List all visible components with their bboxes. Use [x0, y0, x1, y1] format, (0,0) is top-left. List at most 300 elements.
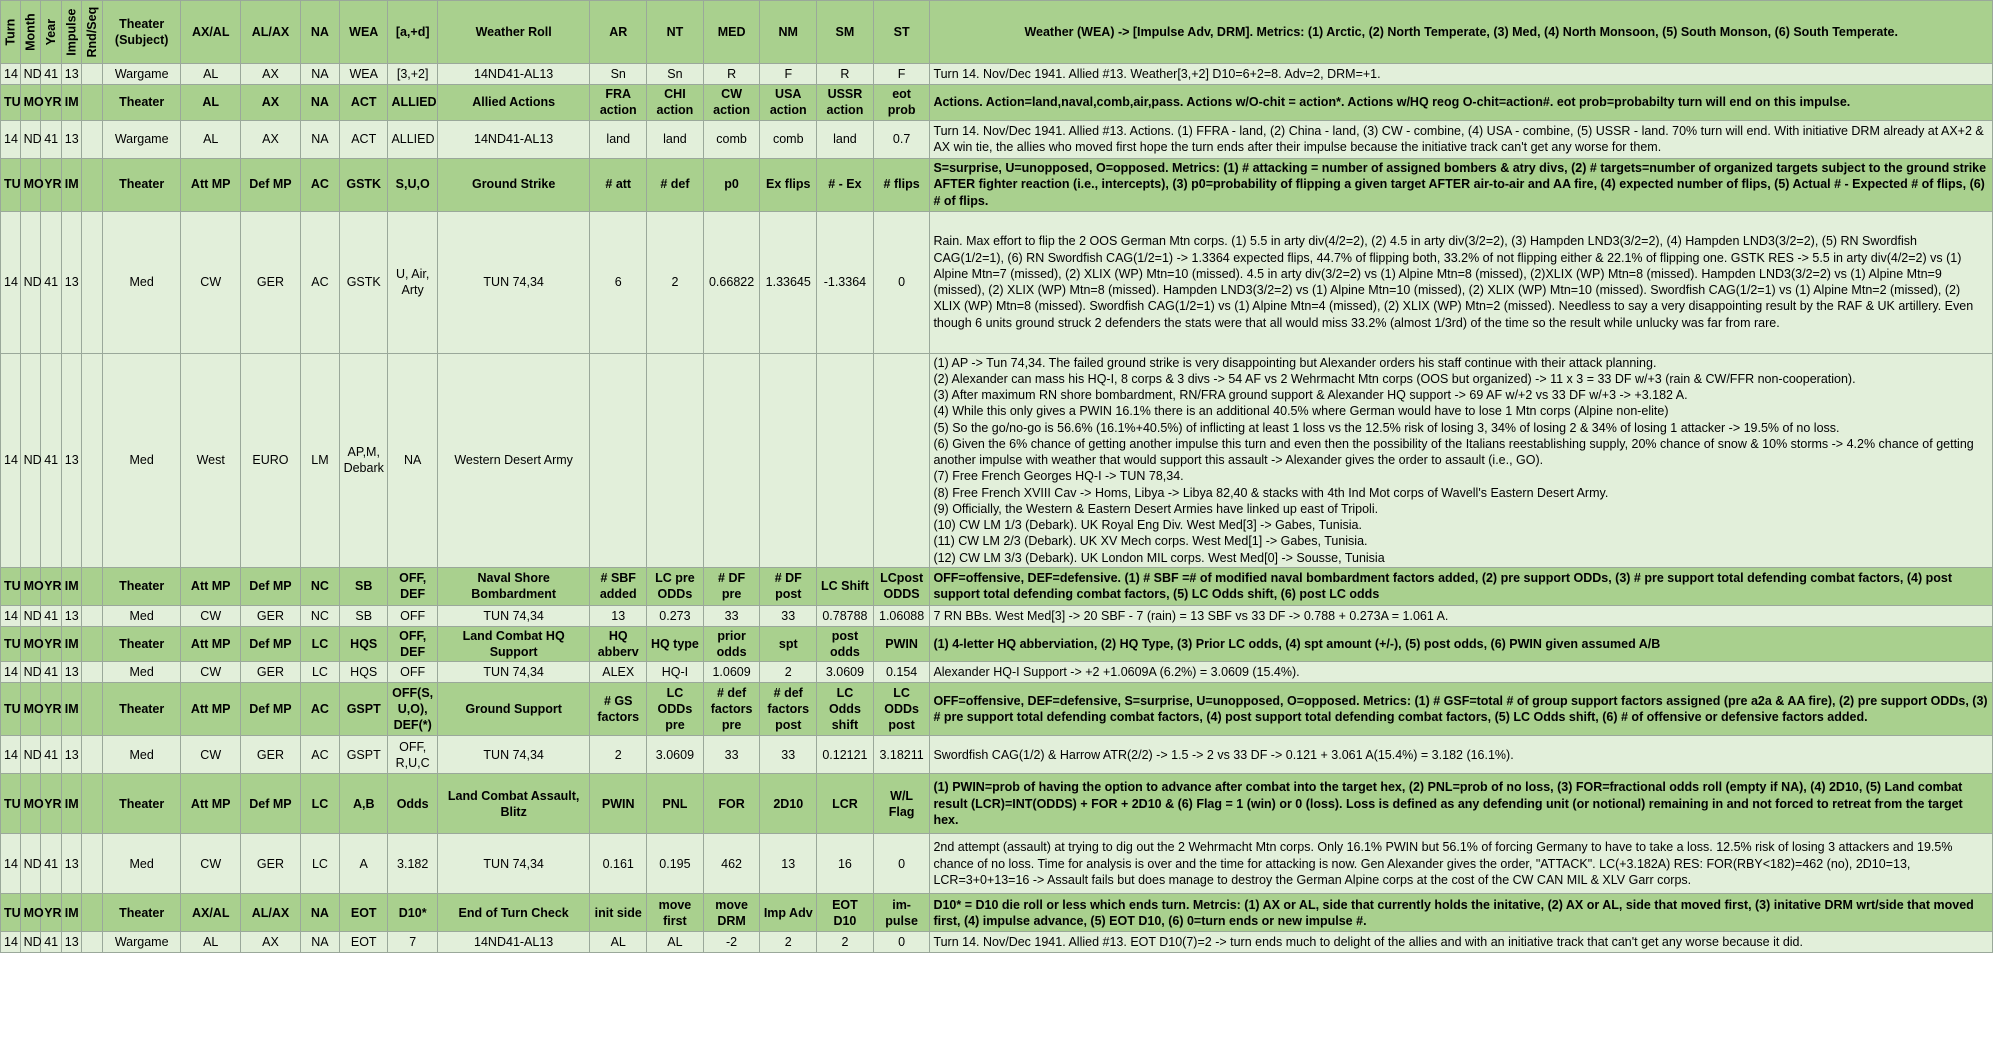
- cell-month[interactable]: MO: [20, 894, 41, 932]
- cell-code[interactable]: GSPT: [340, 683, 388, 736]
- cell-month[interactable]: MO: [20, 567, 41, 605]
- cell-m6[interactable]: 0.154: [873, 662, 930, 683]
- header-cell-rnd-seq[interactable]: [82, 1, 103, 64]
- cell-theater[interactable]: Theater: [103, 774, 181, 834]
- cell-cat[interactable]: NC: [300, 567, 339, 605]
- cell-m6[interactable]: 0: [873, 834, 930, 894]
- cell-m2[interactable]: Sn: [647, 64, 704, 85]
- header-cell-year[interactable]: [41, 1, 62, 64]
- cell-side-a[interactable]: CW: [181, 211, 241, 353]
- cell-m4[interactable]: [760, 353, 817, 567]
- cell-subject[interactable]: 14ND41-AL13: [437, 932, 590, 953]
- cell-side-a[interactable]: CW: [181, 834, 241, 894]
- cell-year[interactable]: 41: [41, 736, 62, 774]
- cell-rnd-seq[interactable]: [82, 894, 103, 932]
- cell-month[interactable]: ND: [20, 662, 41, 683]
- cell-code[interactable]: EOT: [340, 932, 388, 953]
- cell-m5[interactable]: land: [817, 120, 874, 158]
- cell-m1[interactable]: # att: [590, 158, 647, 211]
- cell-m2[interactable]: [647, 353, 704, 567]
- header-cell-m6[interactable]: ST: [873, 1, 930, 64]
- cell-turn[interactable]: 14: [1, 932, 21, 953]
- cell-year[interactable]: YR: [41, 683, 62, 736]
- cell-m2[interactable]: 0.195: [647, 834, 704, 894]
- cell-year[interactable]: 41: [41, 64, 62, 85]
- cell-m4[interactable]: spt: [760, 626, 817, 662]
- cell-description[interactable]: D10* = D10 die roll or less which ends turn. Metrcis: (1) AX or AL, side that currently holds the initative, (2) AX or AL, side that moved first, (3) initative DRM wrt/side that moved first, (4) impulse advance, (5) EOT D10, (6) 0=turn ends or new impulse #.: [930, 894, 1993, 932]
- cell-side-b[interactable]: AX: [241, 120, 301, 158]
- cell-m4[interactable]: 1.33645: [760, 211, 817, 353]
- cell-m3[interactable]: p0: [703, 158, 760, 211]
- cell-m4[interactable]: 2D10: [760, 774, 817, 834]
- header-cell-turn[interactable]: [1, 1, 21, 64]
- cell-param[interactable]: U, Air, Arty: [388, 211, 437, 353]
- cell-impulse[interactable]: 13: [61, 662, 82, 683]
- header-cell-side-a[interactable]: AX/AL: [181, 1, 241, 64]
- cell-year[interactable]: 41: [41, 353, 62, 567]
- cell-code[interactable]: SB: [340, 567, 388, 605]
- cell-impulse[interactable]: 13: [61, 120, 82, 158]
- cell-m3[interactable]: prior odds: [703, 626, 760, 662]
- cell-code[interactable]: SB: [340, 605, 388, 626]
- cell-theater[interactable]: Theater: [103, 894, 181, 932]
- header-cell-m3[interactable]: MED: [703, 1, 760, 64]
- cell-m5[interactable]: 3.0609: [817, 662, 874, 683]
- cell-month[interactable]: ND: [20, 120, 41, 158]
- cell-m5[interactable]: LC Odds shift: [817, 683, 874, 736]
- cell-m4[interactable]: Ex flips: [760, 158, 817, 211]
- cell-m2[interactable]: 0.273: [647, 605, 704, 626]
- cell-month[interactable]: ND: [20, 353, 41, 567]
- cell-m6[interactable]: LCpost ODDS: [873, 567, 930, 605]
- cell-description[interactable]: Turn 14. Nov/Dec 1941. Allied #13. EOT D10(7)=2 -> turn ends much to delight of the allies and with an initiative track that can't get any worse because it did.: [930, 932, 1993, 953]
- cell-impulse[interactable]: 13: [61, 605, 82, 626]
- cell-turn[interactable]: TU: [1, 774, 21, 834]
- cell-cat[interactable]: LM: [300, 353, 339, 567]
- cell-m5[interactable]: [817, 353, 874, 567]
- cell-cat[interactable]: NA: [300, 932, 339, 953]
- cell-rnd-seq[interactable]: [82, 211, 103, 353]
- cell-code[interactable]: AP,M, Debark: [340, 353, 388, 567]
- cell-theater[interactable]: Med: [103, 662, 181, 683]
- cell-m5[interactable]: -1.3364: [817, 211, 874, 353]
- cell-m4[interactable]: comb: [760, 120, 817, 158]
- cell-m2[interactable]: AL: [647, 932, 704, 953]
- cell-month[interactable]: MO: [20, 774, 41, 834]
- cell-m6[interactable]: PWIN: [873, 626, 930, 662]
- cell-theater[interactable]: Med: [103, 605, 181, 626]
- cell-theater[interactable]: Med: [103, 211, 181, 353]
- cell-rnd-seq[interactable]: [82, 834, 103, 894]
- cell-m3[interactable]: CW action: [703, 85, 760, 121]
- cell-description[interactable]: Alexander HQ-I Support -> +2 +1.0609A (6.2%) = 3.0609 (15.4%).: [930, 662, 1993, 683]
- cell-turn[interactable]: 14: [1, 605, 21, 626]
- cell-rnd-seq[interactable]: [82, 158, 103, 211]
- cell-side-b[interactable]: AX: [241, 64, 301, 85]
- cell-code[interactable]: A: [340, 834, 388, 894]
- cell-param[interactable]: ALLIED: [388, 120, 437, 158]
- cell-m6[interactable]: [873, 353, 930, 567]
- cell-theater[interactable]: Med: [103, 834, 181, 894]
- cell-m3[interactable]: 33: [703, 736, 760, 774]
- cell-m6[interactable]: # flips: [873, 158, 930, 211]
- cell-side-b[interactable]: Def MP: [241, 774, 301, 834]
- cell-param[interactable]: Odds: [388, 774, 437, 834]
- cell-m3[interactable]: R: [703, 64, 760, 85]
- cell-m5[interactable]: USSR action: [817, 85, 874, 121]
- cell-param[interactable]: OFF, DEF: [388, 567, 437, 605]
- cell-year[interactable]: YR: [41, 85, 62, 121]
- cell-turn[interactable]: 14: [1, 736, 21, 774]
- cell-year[interactable]: 41: [41, 932, 62, 953]
- cell-m1[interactable]: 13: [590, 605, 647, 626]
- cell-description[interactable]: (1) PWIN=prob of having the option to advance after combat into the target hex, (2) PNL=prob of no loss, (3) FOR=fractional odds roll (empty if NA), (4) 2D10, (5) Land combat result (LCR)=INT(ODDS) + FOR + 2D10 & (6) Flag = 1 (win) or 0 (loss). Loss is defined as any defending unit (or notional) remaining in and not forced to retreat from the target hex.: [930, 774, 1993, 834]
- cell-m2[interactable]: HQ type: [647, 626, 704, 662]
- cell-rnd-seq[interactable]: [82, 85, 103, 121]
- cell-code[interactable]: ACT: [340, 85, 388, 121]
- cell-rnd-seq[interactable]: [82, 774, 103, 834]
- cell-m1[interactable]: Sn: [590, 64, 647, 85]
- cell-subject[interactable]: TUN 74,34: [437, 605, 590, 626]
- header-cell-m4[interactable]: NM: [760, 1, 817, 64]
- cell-side-a[interactable]: CW: [181, 736, 241, 774]
- cell-year[interactable]: YR: [41, 774, 62, 834]
- cell-m3[interactable]: -2: [703, 932, 760, 953]
- cell-cat[interactable]: AC: [300, 211, 339, 353]
- cell-m5[interactable]: 2: [817, 932, 874, 953]
- cell-side-b[interactable]: AX: [241, 85, 301, 121]
- cell-m4[interactable]: 13: [760, 834, 817, 894]
- cell-m3[interactable]: 1.0609: [703, 662, 760, 683]
- header-cell-m5[interactable]: SM: [817, 1, 874, 64]
- cell-m1[interactable]: # SBF added: [590, 567, 647, 605]
- cell-side-b[interactable]: GER: [241, 605, 301, 626]
- cell-m2[interactable]: 2: [647, 211, 704, 353]
- cell-subject[interactable]: Ground Support: [437, 683, 590, 736]
- cell-month[interactable]: MO: [20, 626, 41, 662]
- cell-side-b[interactable]: Def MP: [241, 158, 301, 211]
- cell-param[interactable]: OFF(S, U,O), DEF(*): [388, 683, 437, 736]
- cell-param[interactable]: 7: [388, 932, 437, 953]
- cell-m5[interactable]: LC Shift: [817, 567, 874, 605]
- cell-year[interactable]: 41: [41, 834, 62, 894]
- cell-m1[interactable]: HQ abberv: [590, 626, 647, 662]
- cell-side-b[interactable]: Def MP: [241, 567, 301, 605]
- cell-side-a[interactable]: AL: [181, 120, 241, 158]
- cell-cat[interactable]: LC: [300, 834, 339, 894]
- cell-m1[interactable]: init side: [590, 894, 647, 932]
- header-cell-month[interactable]: [20, 1, 41, 64]
- cell-description[interactable]: 7 RN BBs. West Med[3] -> 20 SBF - 7 (rain) = 13 SBF vs 33 DF -> 0.788 + 0.273A = 1.061 A.: [930, 605, 1993, 626]
- cell-m2[interactable]: PNL: [647, 774, 704, 834]
- cell-subject[interactable]: TUN 74,34: [437, 834, 590, 894]
- cell-turn[interactable]: TU: [1, 894, 21, 932]
- cell-turn[interactable]: 14: [1, 662, 21, 683]
- cell-param[interactable]: OFF: [388, 605, 437, 626]
- cell-m5[interactable]: post odds: [817, 626, 874, 662]
- cell-theater[interactable]: Theater: [103, 158, 181, 211]
- cell-cat[interactable]: LC: [300, 626, 339, 662]
- cell-rnd-seq[interactable]: [82, 736, 103, 774]
- cell-rnd-seq[interactable]: [82, 64, 103, 85]
- cell-impulse[interactable]: 13: [61, 834, 82, 894]
- cell-m5[interactable]: 16: [817, 834, 874, 894]
- cell-turn[interactable]: 14: [1, 353, 21, 567]
- cell-m4[interactable]: F: [760, 64, 817, 85]
- cell-subject[interactable]: TUN 74,34: [437, 736, 590, 774]
- cell-param[interactable]: [3,+2]: [388, 64, 437, 85]
- cell-month[interactable]: ND: [20, 932, 41, 953]
- cell-subject[interactable]: TUN 74,34: [437, 211, 590, 353]
- cell-param[interactable]: OFF, DEF: [388, 626, 437, 662]
- cell-theater[interactable]: Wargame: [103, 120, 181, 158]
- cell-side-b[interactable]: GER: [241, 834, 301, 894]
- cell-description[interactable]: Rain. Max effort to flip the 2 OOS German Mtn corps. (1) 5.5 in arty div(4/2=2), (2) 4.5 in arty div(3/2=2), (3) Hampden LND3(3/2=2), (4) Hampden LND3(3/2=2), (5) RN Swordfish CAG(1/2=1), (6) RN Swordfish CAG(1/2=1) -> 1.3364 expected flips, 44.7% of flipping both, 33.2% of not flipping either & 22.1% of flipping one. GSTK RES -> 5.5 in arty div(4/2=2) vs (1) Alpine Mtn=7 (missed), (2) XLIX (WP) Mtn=10 (missed). 4.5 in arty div(3/2=2) vs (1) Alpine Mtn=8 (missed), (2)XLIX (WP) Mtn=8 (missed). Hampden LND3(3/2=2) vs (1) Alpine Mtn=9 (missed), (2) XLIX (WP) Mtn=8 (missed). Hampden LND3(3/2=2) vs (1) Alpine Mtn=10 (missed), (2) XLIX (WP) Mtn=10 (missed). Swordfish CAG(1/2=1) vs (1) Alpine Mtn=2 (missed), (2) XLIX (WP) Mtn=8 (missed). Swordfish CAG(1/2=1) vs (1) Alpine Mtn=4 (missed), (2) XLIX (WP) Mtn=2 (missed). Needless to say a very disappointing result by the RAF & UK artillery. Even though 6 units ground struck 2 defenders the stats were that all would miss 33.2% (almost 1/3rd) of the time so the result while unlucky was far from rare.: [930, 211, 1993, 353]
- cell-m3[interactable]: move DRM: [703, 894, 760, 932]
- cell-impulse[interactable]: IM: [61, 894, 82, 932]
- cell-side-b[interactable]: AX: [241, 932, 301, 953]
- header-cell-code[interactable]: WEA: [340, 1, 388, 64]
- cell-m2[interactable]: move first: [647, 894, 704, 932]
- header-cell-impulse[interactable]: [61, 1, 82, 64]
- cell-rnd-seq[interactable]: [82, 120, 103, 158]
- cell-code[interactable]: GSTK: [340, 158, 388, 211]
- cell-m2[interactable]: LC ODDs pre: [647, 683, 704, 736]
- cell-month[interactable]: MO: [20, 85, 41, 121]
- cell-side-a[interactable]: Att MP: [181, 158, 241, 211]
- cell-turn[interactable]: TU: [1, 85, 21, 121]
- cell-description[interactable]: Swordfish CAG(1/2) & Harrow ATR(2/2) -> 1.5 -> 2 vs 33 DF -> 0.121 + 3.061 A(15.4%) = 3.182 (16.1%).: [930, 736, 1993, 774]
- cell-param[interactable]: D10*: [388, 894, 437, 932]
- cell-side-a[interactable]: AX/AL: [181, 894, 241, 932]
- cell-side-a[interactable]: Att MP: [181, 774, 241, 834]
- cell-m2[interactable]: 3.0609: [647, 736, 704, 774]
- cell-month[interactable]: ND: [20, 736, 41, 774]
- cell-m1[interactable]: 0.161: [590, 834, 647, 894]
- cell-side-b[interactable]: GER: [241, 211, 301, 353]
- cell-subject[interactable]: Allied Actions: [437, 85, 590, 121]
- cell-cat[interactable]: NA: [300, 894, 339, 932]
- cell-param[interactable]: OFF: [388, 662, 437, 683]
- cell-theater[interactable]: Theater: [103, 683, 181, 736]
- cell-turn[interactable]: TU: [1, 158, 21, 211]
- cell-rnd-seq[interactable]: [82, 683, 103, 736]
- cell-side-a[interactable]: Att MP: [181, 567, 241, 605]
- cell-side-a[interactable]: AL: [181, 85, 241, 121]
- cell-year[interactable]: YR: [41, 158, 62, 211]
- header-cell-m1[interactable]: AR: [590, 1, 647, 64]
- cell-side-a[interactable]: AL: [181, 64, 241, 85]
- cell-m4[interactable]: 2: [760, 662, 817, 683]
- cell-code[interactable]: GSPT: [340, 736, 388, 774]
- cell-m5[interactable]: # - Ex: [817, 158, 874, 211]
- cell-m2[interactable]: HQ-I: [647, 662, 704, 683]
- cell-m3[interactable]: 33: [703, 605, 760, 626]
- cell-turn[interactable]: TU: [1, 683, 21, 736]
- cell-subject[interactable]: Land Combat HQ Support: [437, 626, 590, 662]
- cell-m4[interactable]: 2: [760, 932, 817, 953]
- cell-m3[interactable]: 0.66822: [703, 211, 760, 353]
- cell-m6[interactable]: 1.06088: [873, 605, 930, 626]
- cell-param[interactable]: OFF, R,U,C: [388, 736, 437, 774]
- cell-m6[interactable]: W/L Flag: [873, 774, 930, 834]
- cell-m4[interactable]: USA action: [760, 85, 817, 121]
- cell-m2[interactable]: LC pre ODDs: [647, 567, 704, 605]
- cell-theater[interactable]: Wargame: [103, 64, 181, 85]
- cell-subject[interactable]: Western Desert Army: [437, 353, 590, 567]
- cell-cat[interactable]: NA: [300, 64, 339, 85]
- cell-year[interactable]: 41: [41, 120, 62, 158]
- cell-impulse[interactable]: IM: [61, 774, 82, 834]
- cell-m6[interactable]: LC ODDs post: [873, 683, 930, 736]
- cell-side-a[interactable]: CW: [181, 662, 241, 683]
- header-cell-m2[interactable]: NT: [647, 1, 704, 64]
- cell-turn[interactable]: 14: [1, 120, 21, 158]
- header-cell-side-b[interactable]: AL/AX: [241, 1, 301, 64]
- cell-side-b[interactable]: EURO: [241, 353, 301, 567]
- cell-m1[interactable]: land: [590, 120, 647, 158]
- header-cell-subject[interactable]: Weather Roll: [437, 1, 590, 64]
- cell-turn[interactable]: 14: [1, 64, 21, 85]
- cell-month[interactable]: ND: [20, 605, 41, 626]
- cell-m6[interactable]: 3.18211: [873, 736, 930, 774]
- cell-rnd-seq[interactable]: [82, 662, 103, 683]
- cell-description[interactable]: (1) 4-letter HQ abberviation, (2) HQ Type, (3) Prior LC odds, (4) spt amount (+/-), (5) post odds, (6) PWIN given assumed A/B: [930, 626, 1993, 662]
- header-cell-param[interactable]: [a,+d]: [388, 1, 437, 64]
- cell-m4[interactable]: # DF post: [760, 567, 817, 605]
- cell-impulse[interactable]: IM: [61, 158, 82, 211]
- header-cell-description[interactable]: Weather (WEA) -> [Impulse Adv, DRM]. Metrics: (1) Arctic, (2) North Temperate, (3) Med, (4) North Monsoon, (5) South Monson, (6) South Temperate.: [930, 1, 1993, 64]
- cell-m1[interactable]: # GS factors: [590, 683, 647, 736]
- cell-code[interactable]: A,B: [340, 774, 388, 834]
- cell-m1[interactable]: AL: [590, 932, 647, 953]
- cell-param[interactable]: 3.182: [388, 834, 437, 894]
- cell-m4[interactable]: # def factors post: [760, 683, 817, 736]
- cell-turn[interactable]: 14: [1, 834, 21, 894]
- cell-theater[interactable]: Theater: [103, 85, 181, 121]
- cell-description[interactable]: S=surprise, U=unopposed, O=opposed. Metrics: (1) # attacking = number of assigned bombers & atry divs, (2) # targets=number of organized targets subject to the ground strike AFTER fighter reaction (i.e., intercepts), (3) p0=probability of flipping a given target AFTER air-to-air and AA fire, (4) expected number of flips, (5) Actual # - Expected # of flips, (6) # of flips.: [930, 158, 1993, 211]
- cell-side-a[interactable]: AL: [181, 932, 241, 953]
- cell-subject[interactable]: TUN 74,34: [437, 662, 590, 683]
- cell-impulse[interactable]: 13: [61, 353, 82, 567]
- cell-side-b[interactable]: Def MP: [241, 683, 301, 736]
- cell-m1[interactable]: 2: [590, 736, 647, 774]
- cell-cat[interactable]: LC: [300, 662, 339, 683]
- cell-code[interactable]: GSTK: [340, 211, 388, 353]
- cell-rnd-seq[interactable]: [82, 626, 103, 662]
- cell-code[interactable]: ACT: [340, 120, 388, 158]
- cell-cat[interactable]: AC: [300, 158, 339, 211]
- cell-m5[interactable]: EOT D10: [817, 894, 874, 932]
- cell-m6[interactable]: 0: [873, 211, 930, 353]
- cell-turn[interactable]: 14: [1, 211, 21, 353]
- cell-theater[interactable]: Wargame: [103, 932, 181, 953]
- cell-m3[interactable]: [703, 353, 760, 567]
- cell-cat[interactable]: NC: [300, 605, 339, 626]
- cell-impulse[interactable]: IM: [61, 683, 82, 736]
- cell-year[interactable]: YR: [41, 567, 62, 605]
- cell-code[interactable]: HQS: [340, 662, 388, 683]
- cell-subject[interactable]: Land Combat Assault, Blitz: [437, 774, 590, 834]
- cell-code[interactable]: HQS: [340, 626, 388, 662]
- cell-year[interactable]: YR: [41, 626, 62, 662]
- cell-cat[interactable]: AC: [300, 736, 339, 774]
- cell-impulse[interactable]: 13: [61, 736, 82, 774]
- cell-m2[interactable]: # def: [647, 158, 704, 211]
- cell-m4[interactable]: 33: [760, 605, 817, 626]
- cell-m1[interactable]: PWIN: [590, 774, 647, 834]
- cell-impulse[interactable]: IM: [61, 567, 82, 605]
- cell-side-b[interactable]: Def MP: [241, 626, 301, 662]
- cell-subject[interactable]: 14ND41-AL13: [437, 120, 590, 158]
- cell-description[interactable]: 2nd attempt (assault) at trying to dig out the 2 Wehrmacht Mtn corps. Only 16.1% PWIN but 56.1% of forcing Germany to have to take a loss. 12.5% risk of losing 3 attackers and 19.5% chance of no loss. Time for analysis is over and the time for attacking is now. Gen Alexander gives the order, "ATTACK". LC(+3.182A) RES: FOR(RBY<182)=462 (no), 2D10=13, LCR=3+0+13=16 -> Assault fails but does manage to destroy the German Alpine corps at the cost of the CW CAN MIL & XLV Garr corps.: [930, 834, 1993, 894]
- cell-m1[interactable]: [590, 353, 647, 567]
- cell-code[interactable]: WEA: [340, 64, 388, 85]
- cell-subject[interactable]: Ground Strike: [437, 158, 590, 211]
- cell-param[interactable]: ALLIED: [388, 85, 437, 121]
- cell-subject[interactable]: 14ND41-AL13: [437, 64, 590, 85]
- cell-side-a[interactable]: Att MP: [181, 626, 241, 662]
- cell-m6[interactable]: eot prob: [873, 85, 930, 121]
- cell-month[interactable]: ND: [20, 834, 41, 894]
- cell-param[interactable]: S,U,O: [388, 158, 437, 211]
- cell-cat[interactable]: AC: [300, 683, 339, 736]
- cell-rnd-seq[interactable]: [82, 932, 103, 953]
- cell-subject[interactable]: End of Turn Check: [437, 894, 590, 932]
- cell-turn[interactable]: TU: [1, 626, 21, 662]
- cell-m1[interactable]: ALEX: [590, 662, 647, 683]
- cell-m3[interactable]: # def factors pre: [703, 683, 760, 736]
- cell-m4[interactable]: 33: [760, 736, 817, 774]
- cell-month[interactable]: MO: [20, 158, 41, 211]
- cell-impulse[interactable]: IM: [61, 626, 82, 662]
- cell-year[interactable]: 41: [41, 211, 62, 353]
- cell-m5[interactable]: 0.78788: [817, 605, 874, 626]
- cell-side-b[interactable]: GER: [241, 736, 301, 774]
- cell-m5[interactable]: LCR: [817, 774, 874, 834]
- cell-rnd-seq[interactable]: [82, 605, 103, 626]
- cell-year[interactable]: 41: [41, 662, 62, 683]
- cell-theater[interactable]: Theater: [103, 567, 181, 605]
- cell-param[interactable]: NA: [388, 353, 437, 567]
- cell-m3[interactable]: FOR: [703, 774, 760, 834]
- cell-turn[interactable]: TU: [1, 567, 21, 605]
- cell-m2[interactable]: land: [647, 120, 704, 158]
- cell-m5[interactable]: R: [817, 64, 874, 85]
- cell-theater[interactable]: Med: [103, 736, 181, 774]
- cell-m1[interactable]: 6: [590, 211, 647, 353]
- cell-description[interactable]: OFF=offensive, DEF=defensive, S=surprise, U=unopposed, O=opposed. Metrics: (1) # GSF=total # of group support factors assigned (pre a2a & AA fire), (2) pre support ODDs, (3) # pre support total defending combat factors, (4) post support total defending combat factors, (5) LC Odds shift, (6) # of offensive or defensive factors added.: [930, 683, 1993, 736]
- cell-m2[interactable]: CHI action: [647, 85, 704, 121]
- cell-theater[interactable]: Theater: [103, 626, 181, 662]
- cell-year[interactable]: YR: [41, 894, 62, 932]
- cell-m5[interactable]: 0.12121: [817, 736, 874, 774]
- cell-impulse[interactable]: IM: [61, 85, 82, 121]
- cell-m6[interactable]: im- pulse: [873, 894, 930, 932]
- cell-impulse[interactable]: 13: [61, 64, 82, 85]
- cell-month[interactable]: ND: [20, 211, 41, 353]
- cell-subject[interactable]: Naval Shore Bombardment: [437, 567, 590, 605]
- cell-year[interactable]: 41: [41, 605, 62, 626]
- cell-impulse[interactable]: 13: [61, 932, 82, 953]
- cell-m6[interactable]: F: [873, 64, 930, 85]
- cell-m3[interactable]: # DF pre: [703, 567, 760, 605]
- cell-code[interactable]: EOT: [340, 894, 388, 932]
- header-cell-cat[interactable]: NA: [300, 1, 339, 64]
- cell-m4[interactable]: Imp Adv: [760, 894, 817, 932]
- cell-rnd-seq[interactable]: [82, 567, 103, 605]
- cell-side-a[interactable]: West: [181, 353, 241, 567]
